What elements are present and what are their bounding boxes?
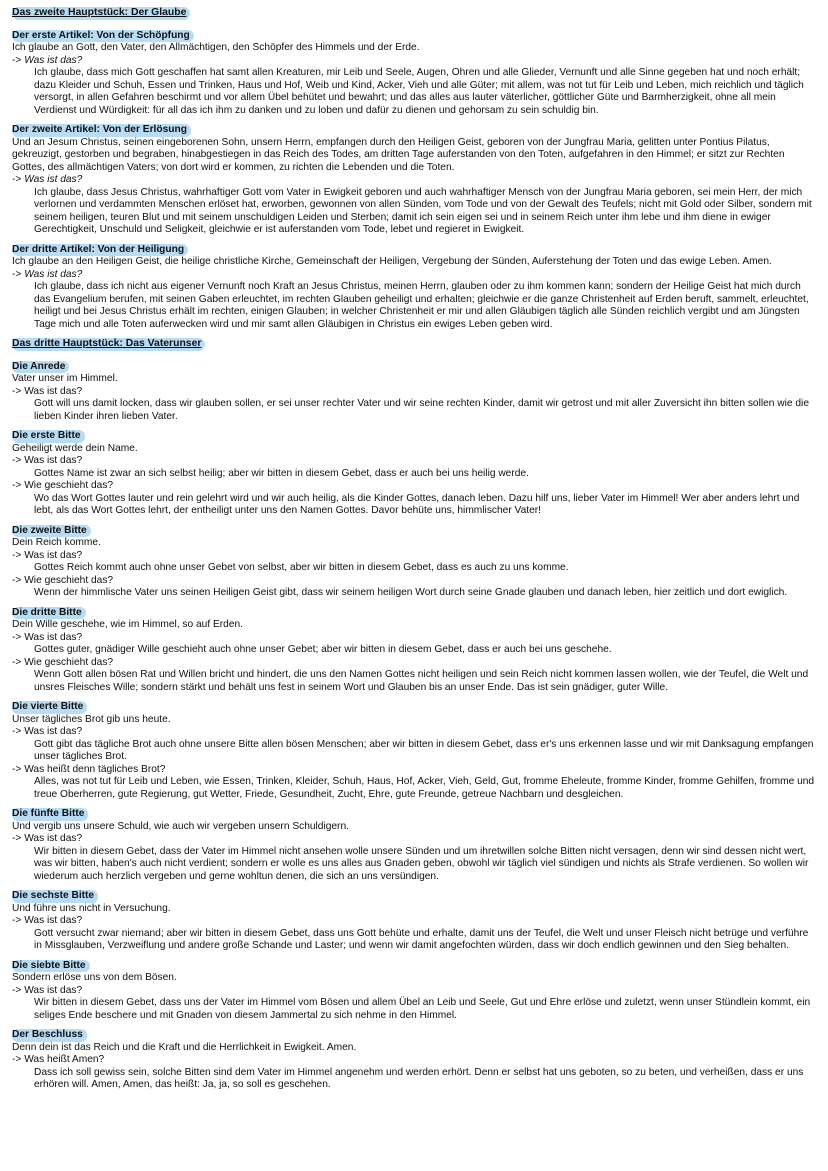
section (12, 124, 818, 237)
section (12, 701, 818, 801)
section-title: Die sechste Bitte (12, 890, 98, 903)
question (12, 174, 818, 187)
arrow-icon: -> (12, 833, 22, 844)
question (12, 657, 818, 670)
section-text: Sondern erlöse uns von dem Bösen. (12, 972, 177, 983)
question-text: Was ist das? (24, 833, 83, 844)
answer: Alles, was not tut für Leib und Leben, wie Essen, Trinken, Kleider, Schuh, Haus, Hof, Acker, Vieh, Geld, Gut, fromme Eheleute, fromme Kinder, fromme Gehilfen, fromme und treue Oberherren, gute Regierung, gut Wetter, Friede, Gesundheit, Zucht, Ehre, gute Freunde, getreue Nachbarn und desgleichen. (34, 776, 815, 800)
section-text: Dein Reich komme. (12, 537, 101, 548)
question (12, 55, 818, 68)
section (12, 430, 818, 518)
section (12, 525, 818, 600)
arrow-icon: -> (12, 726, 22, 737)
question-text: Was ist das? (24, 915, 83, 926)
arrow-icon: -> (12, 268, 22, 280)
question-text: Was ist das? (24, 54, 83, 66)
question-text: Was ist das? (24, 268, 83, 280)
arrow-icon: -> (12, 455, 22, 466)
question-text: Was ist das? (24, 174, 83, 185)
arrow-icon: -> (12, 1054, 22, 1065)
hauptstueck (12, 7, 818, 331)
section-title: Der Beschluss (12, 1029, 87, 1042)
answer: Wenn der himmlische Vater uns seinen Heiligen Geist gibt, dass wir seinem heiligen Wort durch seine Gnade glauben und danach leben, hier zeitlich und dort ewiglich. (34, 587, 788, 598)
answer: Ich glaube, dass Jesus Christus, wahrhaftiger Gott vom Vater in Ewigkeit geboren und auch wahrhaftiger Mensch von der Jungfrau Maria geboren, sei mein Herr, der mich verlornen und verdammten Menschen erlöset hat, erworben, gewonnen von allen Sünden, vom Tode und von der Gewalt des Teufels; nicht mit Gold oder Silber, sondern mit seinem heiligen, teuren Blut und mit seinem unschuldigen Leiden und Sterben; damit ich sein eigen sei und in seinem Reich unter ihm lebe und ihm diene in ewiger Gerechtigkeit, Unschuld und Seligkeit, gleichwie er ist auferstanden vom Tode, lebet und regieret in Ewigkeit. (34, 186, 812, 235)
section-title: Die vierte Bitte (12, 701, 87, 714)
section-text: Denn dein ist das Reich und die Kraft und die Herrlichkeit in Ewigkeit. Amen. (12, 1041, 357, 1053)
question-text: Was ist das? (24, 631, 83, 643)
answer: Gott will uns damit locken, dass wir glauben sollen, er sei unser rechter Vater und wir seine rechten Kinder, damit wir getrost und mit aller Zuversicht ihn bitten sollen wie die lieben Kinder ihren lieben Vater. (34, 398, 809, 422)
question (12, 726, 818, 739)
arrow-icon: -> (12, 915, 22, 926)
answer: Gottes guter, gnädiger Wille geschieht auch ohne unser Gebet; aber wir bitten in diesem Gebet, dass er auch bei uns geschehe. (34, 644, 612, 655)
question-text: Was ist das? (24, 726, 83, 737)
question (12, 833, 818, 846)
question-text: Wie geschieht das? (24, 656, 114, 668)
answer: Ich glaube, dass mich Gott geschaffen hat samt allen Kreaturen, mir Leib und Seele, Augen, Ohren und alle Glieder, Vernunft und alle Sinne gegeben hat und noch erhält; dazu Kleider und Schuh, Essen und Trinken, Haus und Hof, Weib und Kind, Acker, Vieh und alle Güter; mit allem, was not tut für Leib und Leben, mich reichlich und täglich versorgt, in allen Gefahren beschirmt und vor allem Übel behütet und bewahrt; und das alles aus lauter väterlicher, göttlicher Güte und Barmherzigkeit, ohne all mein Verdienst und Würdigkeit: für all das ich ihm zu danken und zu loben und dafür zu dienen und gehorsam zu sein schuldig bin. (34, 67, 804, 116)
question-text: Was heißt Amen? (24, 1054, 105, 1065)
question (12, 985, 818, 998)
section-text: Und vergib uns unsere Schuld, wie auch wir vergeben unsern Schuldigern. (12, 820, 349, 832)
section-title: Die Anrede (12, 361, 69, 374)
arrow-icon: -> (12, 385, 22, 397)
arrow-icon: -> (12, 480, 22, 491)
question (12, 455, 818, 468)
arrow-icon: -> (12, 574, 22, 586)
question (12, 915, 818, 928)
question-text: Was heißt denn tägliches Brot? (24, 763, 166, 775)
section-title: Die fünfte Bitte (12, 808, 88, 821)
question (12, 1054, 818, 1067)
section-text: Und an Jesum Christus, seinen eingeborenen Sohn, unsern Herrn, empfangen durch den Heiligen Geist, geboren von der Jungfrau Maria, gelitten unter Pontius Pilatus, gekreuzigt, gestorben und begraben, hinabgestiegen in das Reich des Todes, am dritten Tage auferstanden von den Toten, aufgefahren in den Himmel; er sitzt zur Rechten Gottes, des allmächtigen Vaters; von dort wird er kommen, zu richten die Lebenden und die Toten. (12, 136, 785, 173)
arrow-icon: -> (12, 174, 22, 185)
section (12, 244, 818, 332)
section (12, 30, 818, 118)
question (12, 764, 818, 777)
question (12, 550, 818, 563)
section-text: Vater unser im Himmel. (12, 373, 118, 384)
answer: Dass ich soll gewiss sein, solche Bitten sind dem Vater im Himmel angenehm und werden erhört. Denn er selbst hat uns geboten, so zu beten, und verheißen, dass er uns erhören will. Amen, Amen, das heißt: Ja, ja, so soll es geschehen. (34, 1066, 804, 1090)
hauptstueck-title: Das dritte Hauptstück: Das Vaterunser (12, 338, 205, 351)
section-title: Die zweite Bitte (12, 525, 91, 538)
answer: Wenn Gott allen bösen Rat und Willen bricht und hindert, die uns den Namen Gottes nicht heiligen und sein Reich nicht kommen lassen wollen, wie der Teufel, die Welt und unsres Fleisches Wille; sondern stärkt und behält uns fest in seinem Wort und Glauben bis an unser Ende. Das ist sein gnädiger, guter Wille. (34, 669, 809, 693)
section-title: Die erste Bitte (12, 430, 85, 443)
arrow-icon: -> (12, 984, 22, 996)
hauptstueck-title: Das zweite Hauptstück: Der Glaube (12, 7, 190, 20)
section (12, 361, 818, 424)
section (12, 890, 818, 953)
arrow-icon: -> (12, 763, 22, 775)
answer: Gott versucht zwar niemand; aber wir bitten in diesem Gebet, dass uns Gott behüte und erhalte, damit uns der Teufel, die Welt und unser Fleisch nicht betrüge und verführe in Missglauben, Verzweiflung und andere große Schande und Laster; und wenn wir damit angefochten würden, dass wir doch endlich gewinnen und den Sieg behalten. (34, 927, 809, 951)
answer: Wo das Wort Gottes lauter und rein gelehrt wird und wir auch heilig, als die Kinder Gottes, danach leben. Dazu hilf uns, lieber Vater im Himmel! Wer aber anders lehrt und lebt, als das Wort Gottes lehrt, der entheiligt unter uns den Namen Gottes. Davor behüte uns, himmlischer Vater! (34, 492, 800, 516)
section-title: Der dritte Artikel: Von der Heiligung (12, 244, 188, 257)
section-title: Der erste Artikel: Von der Schöpfung (12, 30, 194, 43)
section (12, 607, 818, 695)
section (12, 1029, 818, 1092)
question-text: Wie geschieht das? (24, 574, 114, 586)
question-text: Was ist das? (24, 385, 83, 397)
answer: Gottes Reich kommt auch ohne unser Gebet von selbst, aber wir bitten in diesem Gebet, dass es auch zu uns komme. (34, 562, 569, 573)
section-title: Der zweite Artikel: Von der Erlösung (12, 124, 191, 137)
arrow-icon: -> (12, 631, 22, 643)
question-text: Was ist das? (24, 455, 83, 466)
section-title: Die siebte Bitte (12, 960, 90, 973)
answer: Gott gibt das tägliche Brot auch ohne unsere Bitte allen bösen Menschen; aber wir bitten in diesem Gebet, dass er's uns erkennen lasse und wir mit Danksagung empfangen unser tägliches Brot. (34, 738, 814, 762)
question (12, 480, 818, 493)
question (12, 386, 818, 399)
section-text: Ich glaube an den Heiligen Geist, die heilige christliche Kirche, Gemeinschaft der Heiligen, Vergebung der Sünden, Auferstehung der Toten und das ewige Leben. Amen. (12, 256, 772, 267)
section-text: Unser tägliches Brot gib uns heute. (12, 713, 171, 725)
section (12, 808, 818, 883)
answer: Wir bitten in diesem Gebet, dass uns der Vater im Himmel vom Bösen und allem Übel an Leib und Seele, Gut und Ehre erlöse und zuletzt, wenn unser Stündlein kommt, ein seliges Ende beschere und mit Gnaden von diesem Jammertal zu sich nehme in den Himmel. (34, 997, 811, 1021)
section (12, 960, 818, 1023)
question (12, 632, 818, 645)
question-text: Wie geschieht das? (24, 480, 114, 491)
question (12, 575, 818, 588)
section-text: Geheiligt werde dein Name. (12, 442, 138, 454)
arrow-icon: -> (12, 54, 22, 66)
section-title: Die dritte Bitte (12, 607, 86, 620)
section-text: Ich glaube an Gott, den Vater, den Allmächtigen, den Schöpfer des Himmels und der Erde. (12, 42, 420, 53)
section-text: Dein Wille geschehe, wie im Himmel, so auf Erden. (12, 619, 244, 630)
answer: Wir bitten in diesem Gebet, dass der Vater im Himmel nicht ansehen wolle unsere Sünden und um ihretwillen solche Bitten nicht versagen, denn wir sind dessen nicht wert, was wir bitten, haben's auch nicht verdient; sondern er wolle es uns alles aus Gnaden geben, obwohl wir täglich viel sündigen und nichts als Strafe verdienen. So wollen wir wiederum auch herzlich vergeben und gerne wohltun denen, die sich an uns versündigen. (34, 845, 809, 882)
arrow-icon: -> (12, 549, 22, 561)
hauptstueck (12, 338, 818, 1092)
question-text: Was ist das? (24, 549, 83, 561)
section-text: Und führe uns nicht in Versuchung. (12, 902, 171, 914)
question-text: Was ist das? (24, 984, 83, 996)
answer: Ich glaube, dass ich nicht aus eigener Vernunft noch Kraft an Jesus Christus, meinen Herrn, glauben oder zu ihm kommen kann; sondern der Heilige Geist hat mich durch das Evangelium berufen, mit seinen Gaben erleuchtet, im rechten Glauben geheiligt und erhalten; gleichwie er die ganze Christenheit auf Erden beruft, sammelt, erleuchtet, heiligt und bei Jesus Christus erhält im rechten, einigen Glauben; in welcher Christenheit er mir und allen Gläubigen täglich alle Sünden reichlich vergibt und am Jüngsten Tage mich und alle Toten auferwecken wird und mir samt allen Gläubigen in Christus ein ewiges Leben geben wird. (34, 281, 809, 330)
arrow-icon: -> (12, 656, 22, 668)
answer: Gottes Name ist zwar an sich selbst heilig; aber wir bitten in diesem Gebet, dass er auch bei uns heilig werde. (34, 467, 529, 479)
question (12, 269, 818, 282)
